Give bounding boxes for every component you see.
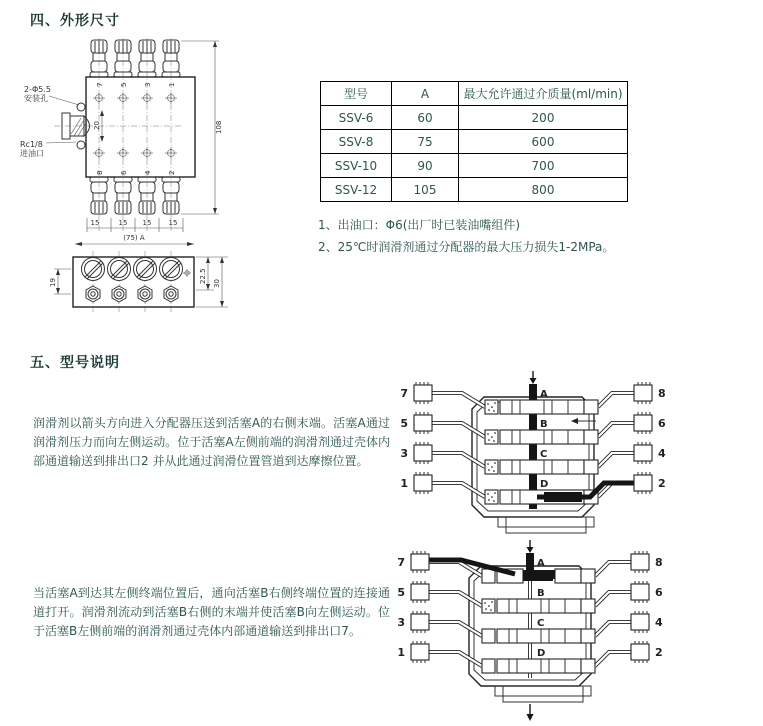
dim-15-1: 15 bbox=[90, 219, 100, 227]
mount-hole-label: 安装孔 bbox=[24, 94, 48, 103]
note-pressure-loss: 2、25℃时润滑剂通过分配器的最大压力损失1-2MPa。 bbox=[318, 240, 615, 254]
piston-label-b: B bbox=[537, 588, 545, 599]
port-5: 5 bbox=[400, 417, 408, 430]
port-1: 1 bbox=[400, 477, 408, 490]
port-num-top-4: 1 bbox=[168, 82, 176, 87]
piston-label-a: A bbox=[540, 389, 548, 400]
dim-height: 108 bbox=[215, 120, 223, 134]
port-4: 4 bbox=[655, 616, 663, 629]
port-num-top-3: 3 bbox=[144, 82, 152, 87]
inlet-arrow-icon bbox=[530, 378, 537, 384]
cell-a: 75 bbox=[392, 130, 459, 154]
dimension-drawing bbox=[18, 36, 250, 336]
piston-row-a bbox=[485, 400, 598, 414]
cell-model: SSV-8 bbox=[321, 130, 392, 154]
port-num-bot-3: 4 bbox=[144, 170, 152, 175]
dim-19: 19 bbox=[49, 278, 57, 287]
paragraph-piston-a: 润滑剂以箭头方向进入分配器压送到活塞A的右侧末端。活塞A通过润滑剂压力而向左侧运动。位于活塞A左侧前端的润滑剂通过壳体内部通道输送到排出口2 并从此通过润滑位置管道到达摩擦位置。 bbox=[33, 416, 390, 468]
dim-30: 30 bbox=[213, 279, 221, 288]
piston-label-c: C bbox=[540, 449, 548, 460]
top-fittings bbox=[90, 40, 180, 77]
ports-right bbox=[634, 382, 666, 494]
table-row bbox=[321, 178, 628, 202]
dim-15-2: 15 bbox=[118, 219, 128, 227]
bolt-holes bbox=[93, 92, 177, 159]
dim-22-5: 22.5 bbox=[199, 268, 207, 284]
bottom-fittings bbox=[90, 177, 180, 214]
col-header-a: A bbox=[392, 82, 459, 106]
mount-hole-dim: 2-Φ5.5 bbox=[24, 85, 51, 94]
paragraph-piston-b: 当活塞A到达其左侧终端位置后，通向活塞B右侧终端位置的连接通道打开。润滑剂流动到活塞B右侧的末端并使活塞B向左侧运动。位于活塞B左侧前端的润滑剂通过壳体内部通道输送到排出口7。 bbox=[33, 586, 390, 638]
dim-15-3: 15 bbox=[142, 219, 152, 227]
port-7: 7 bbox=[400, 387, 408, 400]
table-row bbox=[321, 154, 628, 178]
port-6: 6 bbox=[658, 417, 666, 430]
spec-table bbox=[320, 81, 628, 202]
port-1: 1 bbox=[397, 646, 405, 659]
table-header-row bbox=[321, 82, 628, 106]
cell-flow: 600 bbox=[459, 130, 628, 154]
port-num-top-1: 7 bbox=[96, 82, 104, 87]
port-7: 7 bbox=[397, 556, 405, 569]
flow-left-arrow-icon bbox=[571, 418, 578, 424]
port-2: 2 bbox=[658, 477, 666, 490]
piston-row-c bbox=[482, 629, 595, 643]
col-header-flow: 最大允许通过介质量(ml/min) bbox=[459, 82, 628, 106]
cell-model: SSV-10 bbox=[321, 154, 392, 178]
outlet-arrow-icon bbox=[527, 714, 534, 721]
body-block bbox=[86, 77, 195, 177]
piston-row-c bbox=[485, 460, 598, 474]
piston-row-b bbox=[482, 599, 595, 613]
col-header-model: 型号 bbox=[321, 82, 392, 106]
inlet-label: 进油口 bbox=[20, 149, 44, 158]
port-num-bot-4: 2 bbox=[168, 170, 176, 175]
port-4: 4 bbox=[658, 447, 666, 460]
piston-row-b bbox=[485, 430, 598, 444]
inlet-arrow-icon bbox=[527, 547, 534, 553]
dim-15-4: 15 bbox=[168, 219, 178, 227]
section5-title: 五、型号说明 bbox=[30, 355, 120, 371]
dim-bore: 20 bbox=[93, 121, 101, 130]
port-num-bot-1: 8 bbox=[96, 170, 104, 175]
piston-label-c: C bbox=[537, 618, 545, 629]
cell-model: SSV-12 bbox=[321, 178, 392, 202]
table-row bbox=[321, 130, 628, 154]
cell-a: 105 bbox=[392, 178, 459, 202]
port-8: 8 bbox=[655, 556, 663, 569]
port-8: 8 bbox=[658, 387, 666, 400]
dim-width: (75) A bbox=[123, 234, 145, 242]
inlet-dim: Rc1/8 bbox=[20, 140, 43, 149]
port-num-bot-2: 6 bbox=[120, 170, 128, 175]
note-outlet: 1、出油口：Φ6(出厂时已装油嘴组件) bbox=[318, 218, 521, 232]
ports-left bbox=[400, 382, 432, 494]
piston-label-d: D bbox=[537, 648, 546, 659]
cell-flow: 800 bbox=[459, 178, 628, 202]
piston-label-a: A bbox=[537, 558, 545, 569]
port-num-top-2: 5 bbox=[120, 82, 128, 87]
cell-flow: 700 bbox=[459, 154, 628, 178]
port-3: 3 bbox=[397, 616, 405, 629]
cell-flow: 200 bbox=[459, 106, 628, 130]
ports-right bbox=[631, 551, 663, 663]
port-2: 2 bbox=[655, 646, 663, 659]
port-6: 6 bbox=[655, 586, 663, 599]
ports-left bbox=[397, 551, 429, 663]
section4-title: 四、外形尺寸 bbox=[30, 13, 120, 29]
table-row bbox=[321, 106, 628, 130]
piston-label-b: B bbox=[540, 419, 548, 430]
cell-a: 90 bbox=[392, 154, 459, 178]
port-3: 3 bbox=[400, 447, 408, 460]
bottom-view bbox=[49, 251, 228, 314]
piston-label-d: D bbox=[540, 479, 549, 490]
schematic-diagram-1 bbox=[398, 371, 666, 541]
piston-row-d bbox=[482, 659, 595, 673]
schematic-diagram-2 bbox=[395, 540, 663, 724]
port-5: 5 bbox=[397, 586, 405, 599]
cell-a: 60 bbox=[392, 106, 459, 130]
cell-model: SSV-6 bbox=[321, 106, 392, 130]
